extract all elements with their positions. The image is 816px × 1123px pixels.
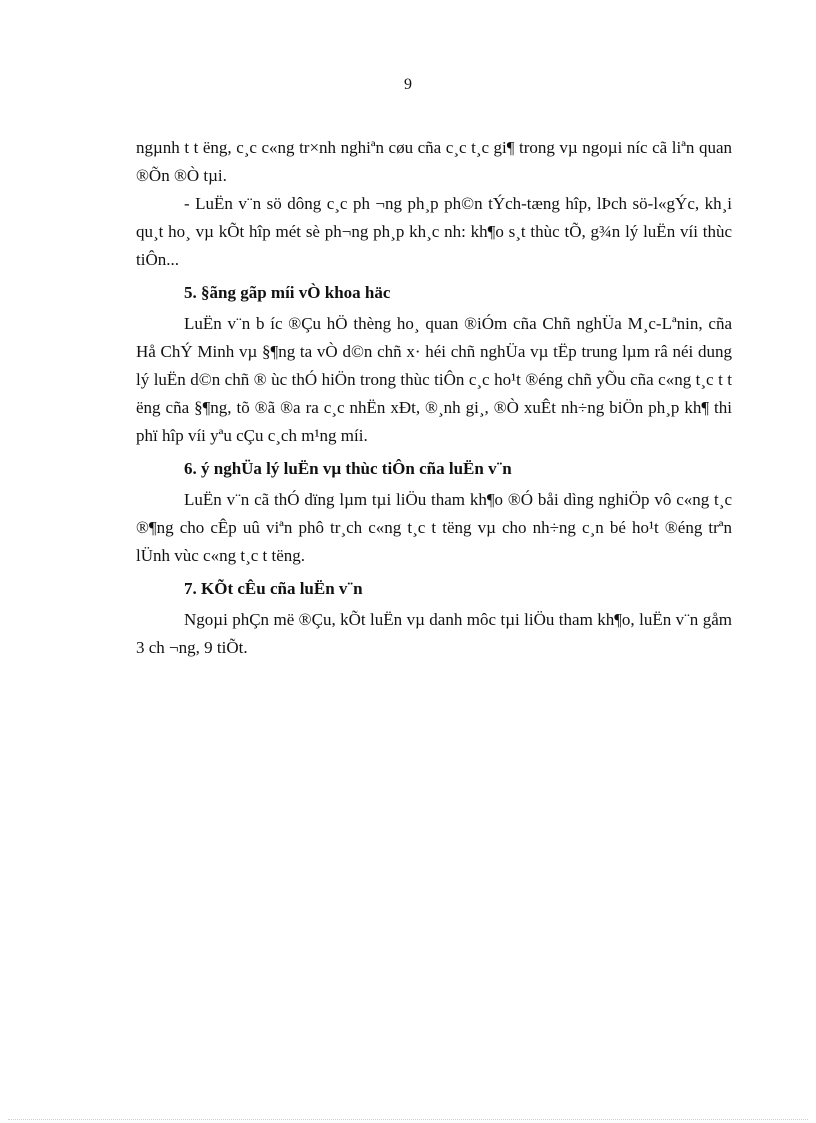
- page-number: 9: [404, 76, 412, 93]
- document-body: [136, 134, 732, 662]
- heading-structure: 7. KÕt cÊu cña luËn v¨n: [184, 579, 363, 598]
- paragraph-methods: - LuËn v¨n sö dông c¸c ph ¬ng ph¸p ph©n tÝch-tæng hîp, lÞch sö-l«gÝc, kh¸i qu¸t ho¸ vµ kÕt hîp mét sè ph¬ng ph¸p kh¸c nh: kh¶o s¸t thùc tÕ, g¾n lý luËn víi thùc tiÔn...: [136, 194, 732, 269]
- paragraph-significance: LuËn v¨n cã thÓ dïng lµm tµi liÖu tham kh¶o ®Ó båi dìng nghiÖp vô c«ng t¸c ®¶ng cho cÊp uû viªn phô tr¸ch c«ng t¸c t tëng vµ cho nh÷ng c¸n bé ho¹t ®éng trªn lÜnh vùc c«ng t¸c t tëng.: [136, 490, 732, 565]
- paragraph-research-context: ngµnh t t ëng, c¸c c«ng tr×nh nghiªn cøu cña c¸c t¸c gi¶ trong vµ ngoµi níc cã liªn quan ®Õn ®Ò tµi.: [136, 138, 732, 185]
- paragraph-structure: Ngoµi phÇn më ®Çu, kÕt luËn vµ danh môc tµi liÖu tham kh¶o, luËn v¨n gåm 3 ch ¬ng, 9 tiÕt.: [136, 610, 732, 657]
- heading-significance: 6. ý nghÜa lý luËn vµ thùc tiÔn cña luËn v¨n: [184, 459, 512, 478]
- heading-new-contributions: 5. §ãng gãp míi vÒ khoa häc: [184, 283, 391, 302]
- page-bottom-divider: [8, 1119, 808, 1120]
- paragraph-contributions: LuËn v¨n b íc ®Çu hÖ thèng ho¸ quan ®iÓm cña Chñ nghÜa M¸c-Lªnin, cña Hå ChÝ Minh vµ §¶ng ta vÒ d©n chñ x· héi chñ nghÜa vµ tËp trung lµm râ néi dung lý luËn d©n chñ ® ùc thÓ hiÖn trong thùc tiÔn c¸c ho¹t ®éng chñ yÕu cña c«ng t¸c t t ëng cña §¶ng, tõ ®ã ®a ra c¸c nhËn xÐt, ®¸nh gi¸, ®Ò xuÊt nh÷ng biÖn ph¸p kh¶ thi phï hîp víi yªu cÇu c¸ch m¹ng míi.: [136, 314, 732, 445]
